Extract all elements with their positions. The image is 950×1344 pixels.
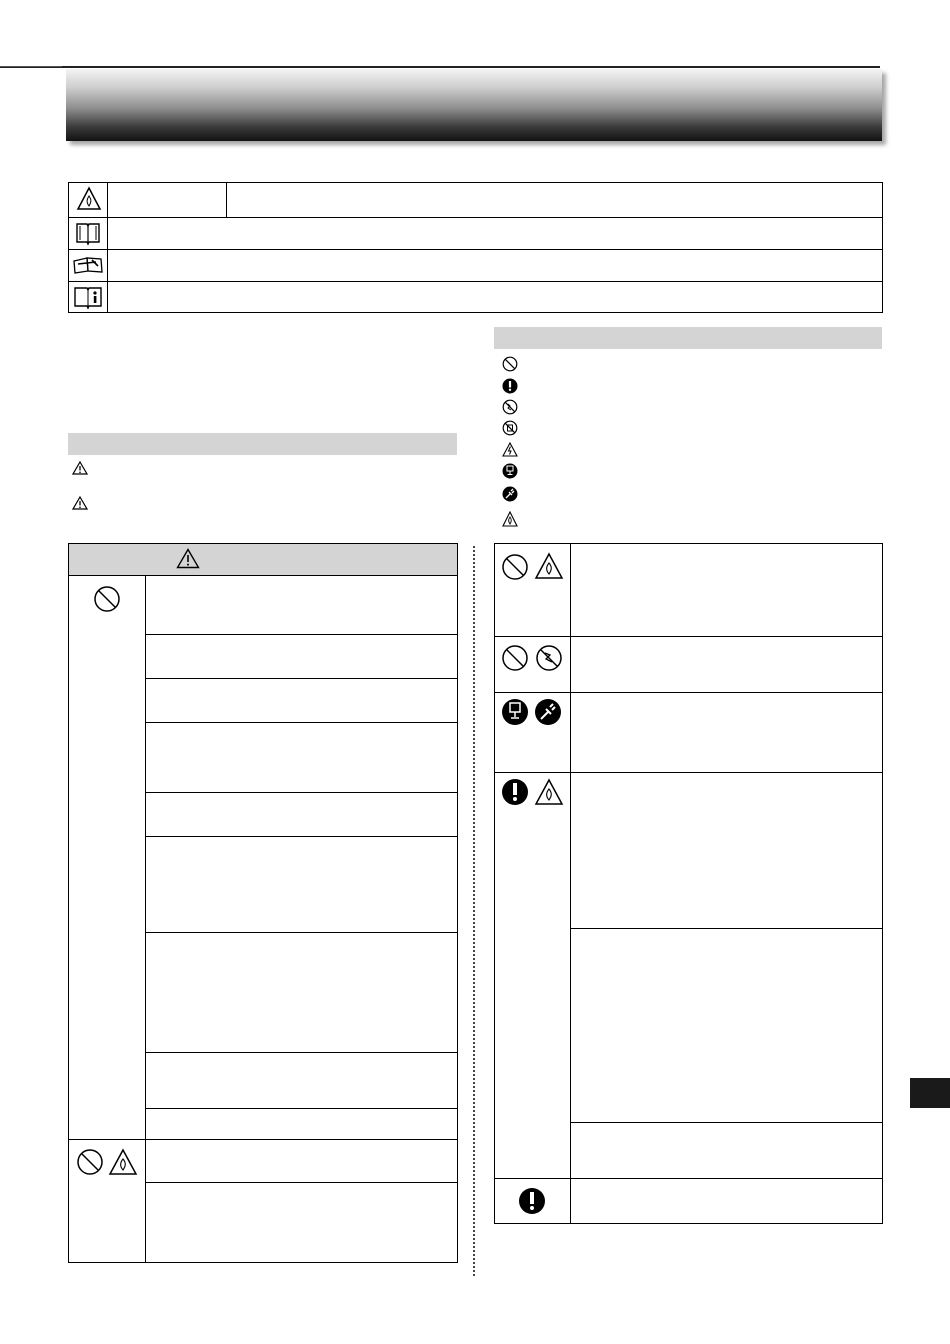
caution-triangle-icon — [72, 496, 88, 510]
no-wet-hands-icon — [502, 399, 518, 415]
no-water-icon — [502, 420, 518, 436]
row-separator — [145, 1108, 457, 1109]
flammable-warning-icon — [534, 552, 564, 580]
unplug-icon — [534, 698, 562, 726]
warning-triangle-icon — [176, 548, 200, 569]
row-separator — [69, 1139, 457, 1140]
section-banner — [66, 69, 882, 141]
row-separator — [570, 928, 882, 929]
ground-icon — [501, 698, 529, 726]
top-rule — [0, 66, 880, 68]
legend-row-4 — [68, 281, 883, 313]
legend-row-3 — [68, 249, 883, 282]
unplug-icon — [502, 486, 518, 502]
prohibited-icon — [501, 644, 529, 672]
row-separator — [145, 1052, 457, 1053]
row-separator — [145, 1182, 457, 1183]
prohibited-icon — [501, 553, 529, 581]
section-side-tab — [910, 1078, 950, 1108]
legend-label-cell — [107, 182, 227, 218]
electric-shock-icon — [502, 442, 518, 457]
row-separator — [495, 692, 882, 693]
prohibited-icon — [93, 585, 121, 613]
no-wet-hands-icon — [535, 644, 563, 672]
warning-triangle-icon — [72, 461, 88, 475]
legend-row-2 — [68, 217, 883, 250]
row-separator — [145, 836, 457, 837]
row-separator — [145, 722, 457, 723]
warning-table-header — [69, 544, 457, 576]
row-separator — [145, 932, 457, 933]
mandatory-icon — [501, 778, 529, 806]
info-manual-icon — [73, 284, 103, 310]
mandatory-icon — [518, 1187, 546, 1215]
row-separator — [570, 1122, 882, 1123]
prohibited-icon — [502, 356, 518, 372]
flammable-warning-icon — [534, 778, 564, 806]
mandatory-icon — [502, 378, 518, 394]
signal-words-header — [68, 433, 457, 455]
flammable-warning-icon — [108, 1148, 138, 1176]
flammable-icon — [502, 511, 518, 527]
service-manual-icon — [72, 253, 104, 277]
top-rule-left — [0, 66, 62, 67]
row-separator — [495, 772, 882, 773]
ground-icon — [502, 463, 518, 479]
row-separator — [145, 678, 457, 679]
row-separator — [145, 634, 457, 635]
row-separator — [495, 1178, 882, 1179]
row-separator — [145, 792, 457, 793]
flammable-warning-icon — [76, 186, 102, 212]
prohibited-icon — [76, 1148, 104, 1176]
column-separator — [473, 546, 475, 1276]
symbols-header — [494, 327, 882, 349]
manual-book-icon — [74, 220, 102, 246]
row-separator — [495, 636, 882, 637]
